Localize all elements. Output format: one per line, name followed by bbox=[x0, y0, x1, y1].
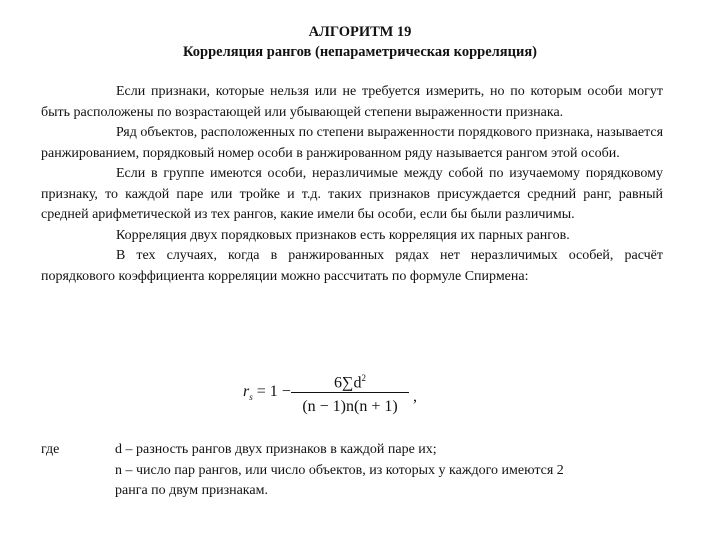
definition-lines bbox=[115, 440, 675, 502]
fraction-bar bbox=[291, 392, 409, 393]
formula-lhs bbox=[243, 383, 291, 402]
formula-fraction bbox=[291, 366, 409, 419]
definition-line: n – число пар рангов, или число объектов, из которых у каждого имеются 2 bbox=[115, 462, 564, 478]
paragraph: Корреляция двух порядковых признаков есть корреляция их парных рангов. bbox=[116, 227, 570, 243]
definition-line: d – разность рангов двух признаков в каждой паре их; bbox=[115, 442, 437, 457]
formula-r: r bbox=[243, 383, 250, 400]
formula-numerator-sup: 2 bbox=[361, 373, 366, 383]
algorithm-title: АЛГОРИТМ 19 bbox=[308, 24, 412, 40]
paragraph: В тех случаях, когда в ранжированных рядах нет неразличимых особей, расчёт порядкового коэффициента корреляции можно рассчитать по формуле Спирмена: bbox=[41, 248, 663, 284]
paragraph: Ряд объектов, расположенных по степени выраженности порядкового признака, называется ранжированием, порядковый номер особи в ранжированном ряду называется рангом этой особи. bbox=[41, 125, 664, 161]
spearman-formula bbox=[243, 366, 443, 422]
definition-line: ранга по двум признакам. bbox=[115, 483, 268, 498]
paragraph: Если признаки, которые нельзя или не требуется измерить, но по которым особи могут быть расположены по возрастающей или убывающей степени выраженности признака. bbox=[41, 84, 663, 120]
algorithm-subtitle: Корреляция рангов (непараметрическая корреляция) bbox=[183, 44, 537, 60]
body-text bbox=[41, 82, 663, 287]
where-label: где bbox=[41, 442, 60, 457]
formula-denominator: (n − 1)n(n + 1) bbox=[302, 398, 398, 415]
paragraph: Если в группе имеются особи, неразличимые между собой по изучаемому порядковому признаку, то каждой паре или тройке и т.д. таких признаков присуждается средний ранг, равный средней арифметической из тех рангов, какие имели бы особи, если бы были различимы. bbox=[41, 166, 663, 222]
formula-equals: = 1 − bbox=[256, 383, 291, 400]
formula-subscript: s bbox=[249, 392, 253, 403]
formula-numerator bbox=[291, 366, 409, 390]
formula-comma: , bbox=[413, 388, 417, 405]
formula-numerator-text: 6∑d bbox=[334, 374, 362, 392]
